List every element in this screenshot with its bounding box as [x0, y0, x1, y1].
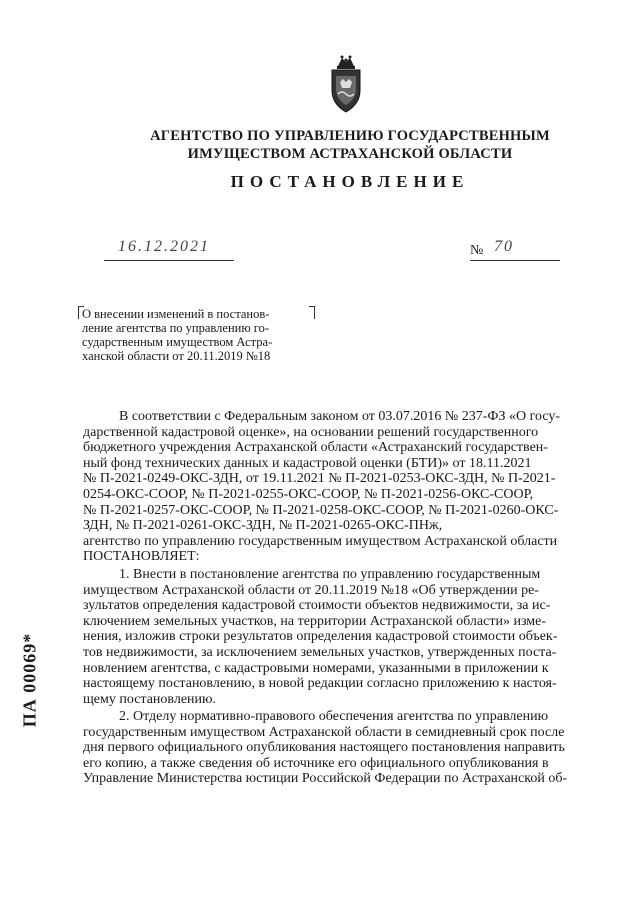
subject-line: ление агентства по управлению го- [82, 321, 270, 335]
clause-line: ключением земельных участков, на территории Астраханской области» изме- [83, 613, 547, 629]
clause-line: дня первого официального опубликования настоящего постановления направить [83, 740, 565, 756]
clause-line: государственным имуществом Астраханской области в семидневный срок после [83, 724, 565, 740]
preamble-line: агентство по управлению государственным имуществом Астраханской области [83, 533, 558, 549]
agency-name-line1: АГЕНТСТВО ПО УПРАВЛЕНИЮ ГОСУДАРСТВЕННЫМ [150, 128, 550, 144]
clause-line: тов недвижимости, за исключением земельных участков, утвержденных поста- [83, 644, 557, 660]
subject-line: О внесении изменений в постанов- [82, 307, 270, 321]
clause-line: щему постановлению. [83, 691, 216, 707]
subject-line: ханской области от 20.11.2019 №18 [82, 349, 271, 363]
document-date: 16.12.2021 [118, 238, 210, 255]
number-label: № [470, 243, 484, 258]
preamble [83, 409, 611, 565]
preamble-line: 0254-ОКС-СООР, № П-2021-0255-ОКС-СООР, № П-2021-0256-ОКС-СООР, [83, 486, 534, 502]
clause-line: настоящему постановлению, в новой редакции согласно приложению к настоя- [83, 676, 557, 692]
subject-line: сударственным имуществом Астра- [82, 335, 273, 349]
agency-name-line2: ИМУЩЕСТВОМ АСТРАХАНСКОЙ ОБЛАСТИ [187, 146, 513, 162]
clause-line: нения, изложив строки результатов определения кадастровой стоимости объек- [83, 629, 558, 645]
preamble-line: ЗДН, № П-2021-0261-ОКС-ЗДН, № П-2021-0265-ОКС-ПНж, [83, 518, 443, 534]
clause-line: его копию, а также сведения об источнике его официального опубликования в [83, 755, 549, 771]
stamp-text: ПА 00069* [19, 632, 40, 728]
registration-stamp [10, 620, 50, 740]
clause-line: 1. Внести в постановление агентства по управлению государственным [119, 567, 541, 582]
coat-of-arms-icon [326, 52, 366, 114]
number-underline [470, 260, 560, 261]
preamble-line: дарственной кадастровой оценке», на основании решений государственного [83, 424, 539, 440]
preamble-line: ный фонд технических данных и кадастровой оценки (БТИ)» от 18.11.2021 [83, 455, 532, 471]
document-type: ПОСТАНОВЛЕНИЕ [230, 172, 470, 191]
clause-line: 2. Отделу нормативно-правового обеспечения агентства по управлению [119, 709, 549, 724]
preamble-line-decision: ПОСТАНОВЛЯЕТ: [83, 549, 200, 565]
preamble-line: бюджетного учреждения Астраханской области «Астраханский государствен- [83, 440, 548, 456]
document-number: 70 [494, 238, 514, 255]
date-underline [104, 260, 234, 261]
document-subject [82, 307, 322, 363]
preamble-line: № П-2021-0249-ОКС-ЗДН, от 19.11.2021 № П-2021-0253-ОКС-ЗДН, № П-2021- [83, 471, 556, 487]
clause-line: имуществом Астраханской области от 20.11.2019 №18 «Об утверждении ре- [83, 582, 539, 598]
preamble-line: № П-2021-0257-ОКС-СООР, № П-2021-0258-ОКС-СООР, № П-2021-0260-ОКС- [83, 502, 559, 518]
clause-1 [83, 567, 611, 707]
clause-line: новлением агентства, с кадастровыми номерами, указанными в приложении к [83, 660, 549, 676]
clause-2 [83, 709, 611, 787]
preamble-line: В соответствии с Федеральным законом от 03.07.2016 № 237-ФЗ «О госу- [119, 409, 561, 424]
clause-line: зультатов определения кадастровой стоимости объектов недвижимости, за ис- [83, 598, 551, 614]
clause-line: Управление Министерства юстиции Российской Федерации по Астраханской об- [83, 771, 568, 787]
